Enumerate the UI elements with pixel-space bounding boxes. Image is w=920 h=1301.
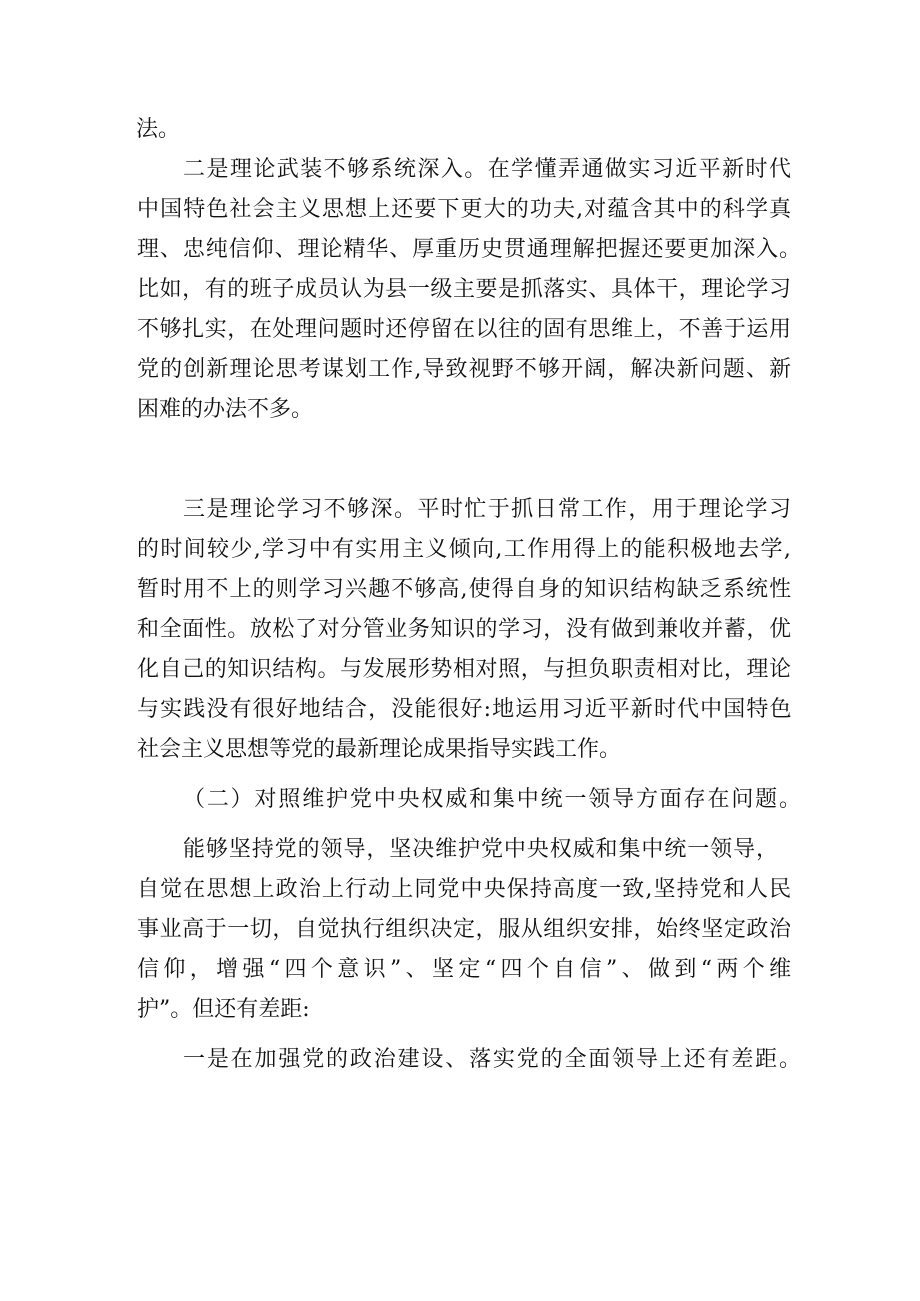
text-line: 理、忠纯信仰、理论精华、厚重历史贯通理解把握还要更加深入。 [137, 237, 802, 262]
text-line: 二是理论武装不够系统深入。在学懂弄通做实习近平新时代 [183, 157, 793, 182]
text-line: 法。 [136, 117, 181, 142]
text-line: 中国特色社会主义思想上还要下更大的功夫,对蕴含其中的科学真 [137, 197, 793, 222]
text-line: 困难的办法不多。 [137, 397, 314, 422]
text-line: 党的创新理论思考谋划工作,导致视野不够开阔，解决新问题、新 [137, 357, 793, 382]
text-line: 社会主义思想等党的最新理论成果指导实践工作。 [137, 737, 622, 762]
text-line: 事业高于一切，自觉执行组织决定，服从组织安排，始终坚定政治 [137, 917, 792, 942]
text-line: 能够坚持党的领导，坚决维护党中央权威和集中统一领导， [183, 837, 779, 862]
text-line: 三是理论学习不够深。平时忙于抓日常工作，用于理论学习 [183, 497, 793, 522]
text-line: 和全面性。放松了对分管业务知识的学习，没有做到兼收并蓄，优 [137, 617, 792, 642]
text-line: 信仰，增强“四个意识”、坚定“四个自信”、做到“两个维 [137, 957, 796, 982]
text-line: 与实践没有很好地结合，没能很好:地运用习近平新时代中国特色 [137, 697, 793, 722]
text-line: 一是在加强党的政治建设、落实党的全面领导上还有差距。 [183, 1047, 803, 1072]
text-line: 自觉在思想上政治上行动上同党中央保持高度一致,坚持党和人民 [137, 877, 793, 902]
text-line: 护”。但还有差距: [137, 997, 310, 1022]
text-line: 化自己的知识结构。与发展形势相对照，与担负职责相对比，理论 [137, 657, 792, 682]
text-line: 不够扎实，在处理问题时还停留在以往的固有思维上，不善于运用 [137, 317, 792, 342]
text-line: 比如，有的班子成员认为县一级主要是抓落实、具体干，理论学习 [137, 277, 792, 302]
text-line: 的时间较少,学习中有实用主义倾向,工作用得上的能积极地去学, [137, 537, 793, 562]
text-line: 暂时用不上的则学习兴趣不够高,使得自身的知识结构缺乏系统性 [137, 577, 793, 602]
section-heading: （二）对照维护党中央权威和集中统一领导方面存在问题。 [183, 787, 803, 812]
